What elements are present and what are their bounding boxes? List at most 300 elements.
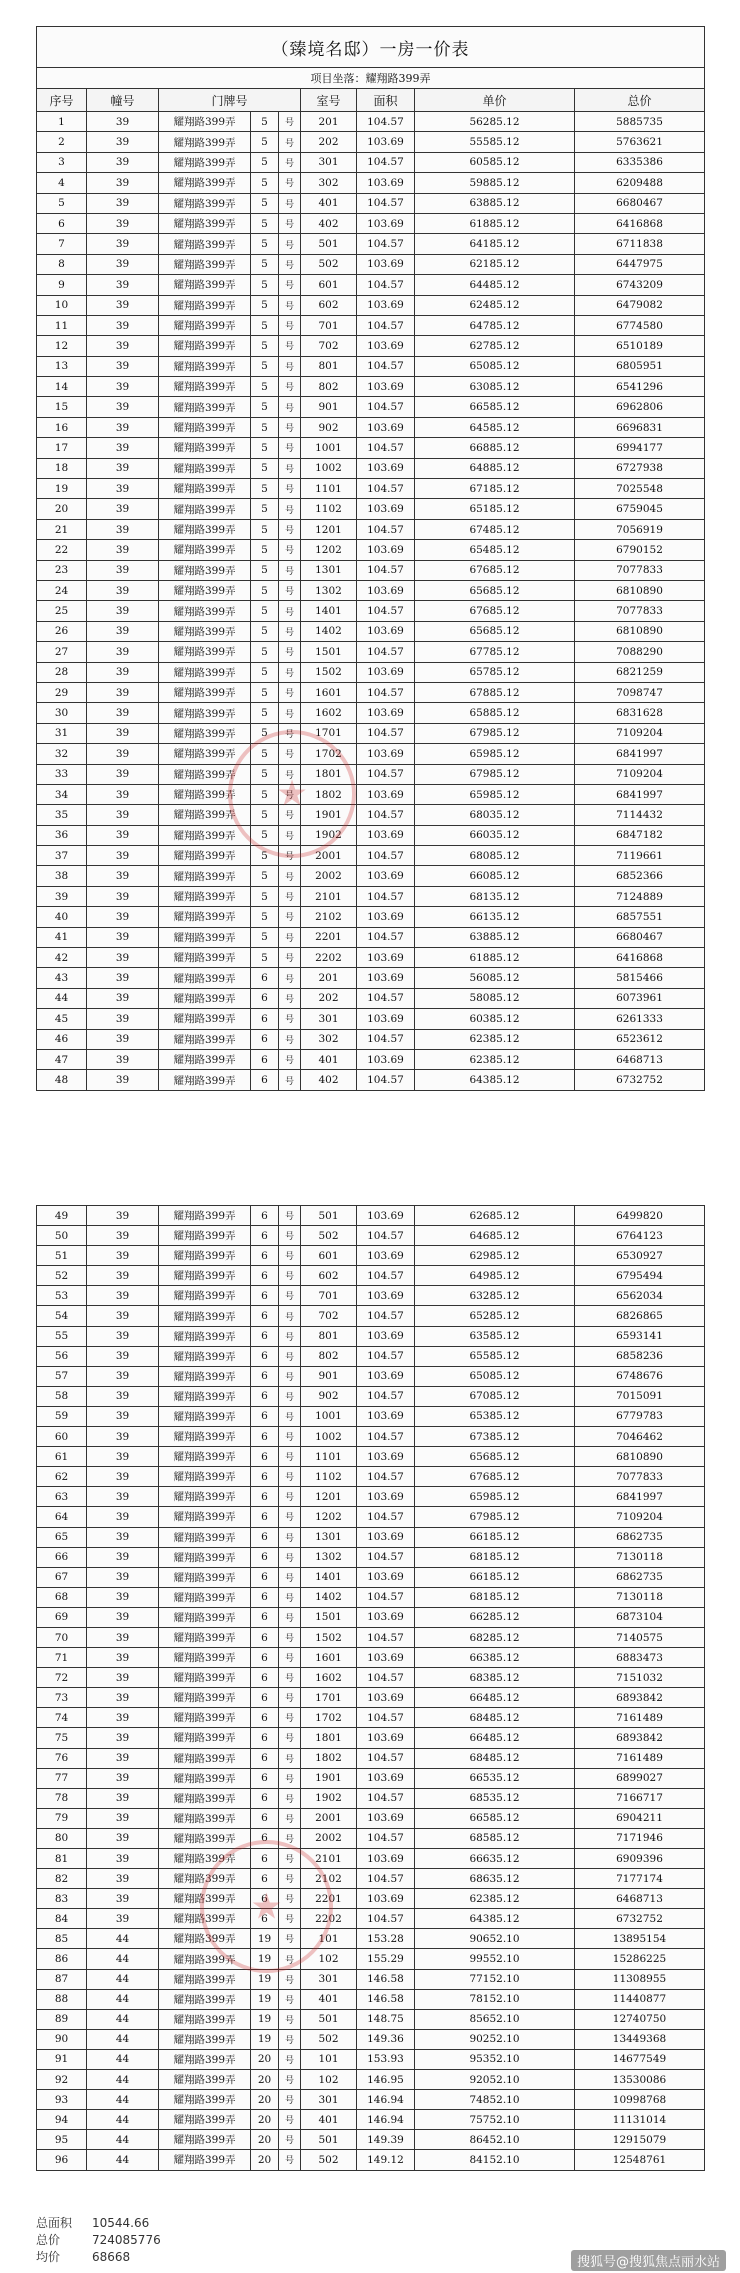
cell-area: 104.57 [357,1869,415,1889]
cell-room: 802 [301,1346,357,1366]
cell-total-price: 6795494 [575,1266,705,1286]
cell-total-price: 7130118 [575,1547,705,1567]
cell-room: 902 [301,1386,357,1406]
cell-unit-price: 62185.12 [415,254,575,274]
table-row [37,866,705,886]
cell-area: 103.69 [357,1648,415,1668]
cell-unit-price: 66185.12 [415,1567,575,1587]
price-table-top [36,26,705,1091]
table-row [37,479,705,499]
cell-room: 1501 [301,642,357,662]
table-row [37,1728,705,1748]
cell-unit-price: 67085.12 [415,1386,575,1406]
cell-road: 耀翔路399弄 [159,2070,251,2090]
price-table-page-1 [36,26,704,1091]
cell-building: 39 [87,621,159,641]
cell-unit-price: 65685.12 [415,580,575,600]
table-row [37,703,705,723]
cell-hao: 号 [279,1788,301,1808]
cell-hao: 号 [279,1487,301,1507]
cell-door-number: 20 [251,2150,279,2170]
cell-unit-price: 65985.12 [415,1487,575,1507]
cell-total-price: 12915079 [575,2130,705,2150]
cell-total-price: 6209488 [575,173,705,193]
cell-door-number: 5 [251,193,279,213]
cell-hao: 号 [279,784,301,804]
location-label: 项目坐落： [310,72,366,85]
cell-building: 39 [87,1346,159,1366]
cell-hao: 号 [279,540,301,560]
cell-door-number: 6 [251,1708,279,1728]
cell-total-price: 6261333 [575,1009,705,1029]
table-row [37,2009,705,2029]
cell-room: 401 [301,1989,357,2009]
cell-door-number: 6 [251,1226,279,1246]
table-row [37,1869,705,1889]
cell-building: 39 [87,275,159,295]
cell-building: 39 [87,356,159,376]
cell-door-number: 5 [251,173,279,193]
col-header-seq: 序号 [37,89,87,112]
cell-unit-price: 61885.12 [415,213,575,233]
cell-area: 104.57 [357,1909,415,1929]
cell-unit-price: 66135.12 [415,907,575,927]
cell-building: 39 [87,1206,159,1226]
table-row [37,1708,705,1728]
cell-door-number: 6 [251,1009,279,1029]
cell-seq: 25 [37,601,87,621]
cell-seq: 88 [37,1989,87,2009]
col-header-area: 面积 [357,89,415,112]
cell-room: 1002 [301,1427,357,1447]
cell-building: 39 [87,968,159,988]
cell-road: 耀翔路399弄 [159,1547,251,1567]
cell-area: 103.69 [357,784,415,804]
cell-door-number: 5 [251,479,279,499]
table-row [37,1306,705,1326]
cell-hao: 号 [279,703,301,723]
cell-area: 103.69 [357,866,415,886]
cell-hao: 号 [279,1206,301,1226]
cell-building: 39 [87,213,159,233]
summary-value: 10544.66 [92,2216,150,2230]
cell-hao: 号 [279,173,301,193]
cell-road: 耀翔路399弄 [159,540,251,560]
cell-total-price: 7140575 [575,1627,705,1647]
cell-building: 39 [87,764,159,784]
cell-seq: 92 [37,2070,87,2090]
cell-road: 耀翔路399弄 [159,2049,251,2069]
cell-unit-price: 95352.10 [415,2049,575,2069]
cell-area: 104.57 [357,764,415,784]
cell-unit-price: 65385.12 [415,1406,575,1426]
cell-area: 149.12 [357,2150,415,2170]
cell-unit-price: 85652.10 [415,2009,575,2029]
cell-unit-price: 65985.12 [415,744,575,764]
cell-total-price: 13530086 [575,2070,705,2090]
cell-total-price: 6499820 [575,1206,705,1226]
summary-value: 724085776 [92,2233,161,2247]
cell-total-price: 7161489 [575,1748,705,1768]
cell-area: 104.57 [357,479,415,499]
cell-door-number: 5 [251,744,279,764]
cell-total-price: 6748676 [575,1366,705,1386]
cell-unit-price: 66185.12 [415,1527,575,1547]
cell-area: 104.57 [357,601,415,621]
cell-unit-price: 66085.12 [415,866,575,886]
table-row [37,1070,705,1090]
cell-room: 901 [301,397,357,417]
cell-road: 耀翔路399弄 [159,886,251,906]
source-watermark: 搜狐号@搜狐焦点丽水站 [571,2250,726,2271]
cell-hao: 号 [279,621,301,641]
cell-unit-price: 67785.12 [415,642,575,662]
cell-seq: 21 [37,519,87,539]
cell-road: 耀翔路399弄 [159,1286,251,1306]
table-row [37,805,705,825]
cell-hao: 号 [279,1427,301,1447]
cell-road: 耀翔路399弄 [159,132,251,152]
cell-door-number: 5 [251,784,279,804]
cell-room: 702 [301,336,357,356]
cell-building: 39 [87,866,159,886]
cell-unit-price: 68135.12 [415,886,575,906]
cell-total-price: 7130118 [575,1587,705,1607]
cell-total-price: 6893842 [575,1728,705,1748]
cell-total-price: 6858236 [575,1346,705,1366]
cell-seq: 8 [37,254,87,274]
cell-seq: 2 [37,132,87,152]
cell-seq: 39 [37,886,87,906]
cell-total-price: 5885735 [575,112,705,132]
cell-total-price: 6810890 [575,1447,705,1467]
cell-total-price: 6680467 [575,193,705,213]
table-row [37,1828,705,1848]
table-row [37,275,705,295]
cell-seq: 91 [37,2049,87,2069]
cell-hao: 号 [279,1447,301,1467]
cell-building: 39 [87,499,159,519]
cell-room: 2201 [301,927,357,947]
cell-unit-price: 63085.12 [415,377,575,397]
cell-building: 44 [87,1929,159,1949]
cell-seq: 63 [37,1487,87,1507]
cell-total-price: 6562034 [575,1286,705,1306]
cell-building: 39 [87,1406,159,1426]
cell-hao: 号 [279,2110,301,2130]
cell-total-price: 6862735 [575,1567,705,1587]
cell-total-price: 6732752 [575,1909,705,1929]
cell-hao: 号 [279,1567,301,1587]
cell-area: 104.57 [357,275,415,295]
cell-seq: 74 [37,1708,87,1728]
cell-unit-price: 60585.12 [415,152,575,172]
cell-hao: 号 [279,723,301,743]
cell-unit-price: 62685.12 [415,1206,575,1226]
cell-road: 耀翔路399弄 [159,1226,251,1246]
cell-building: 39 [87,1306,159,1326]
cell-seq: 64 [37,1507,87,1527]
cell-unit-price: 65485.12 [415,540,575,560]
cell-room: 2202 [301,1909,357,1929]
cell-door-number: 5 [251,948,279,968]
cell-building: 44 [87,2150,159,2170]
cell-unit-price: 66585.12 [415,1808,575,1828]
table-row [37,927,705,947]
table-row [37,2150,705,2170]
cell-road: 耀翔路399弄 [159,784,251,804]
table-row [37,1029,705,1049]
table-row [37,907,705,927]
cell-door-number: 20 [251,2070,279,2090]
cell-hao: 号 [279,1527,301,1547]
cell-seq: 40 [37,907,87,927]
cell-door-number: 5 [251,825,279,845]
cell-road: 耀翔路399弄 [159,213,251,233]
cell-area: 104.57 [357,1828,415,1848]
cell-door-number: 6 [251,1029,279,1049]
table-row [37,1929,705,1949]
table-row [37,438,705,458]
cell-unit-price: 68085.12 [415,846,575,866]
cell-building: 39 [87,1728,159,1748]
table-row [37,356,705,376]
cell-road: 耀翔路399弄 [159,1648,251,1668]
cell-area: 104.57 [357,1467,415,1487]
cell-seq: 29 [37,682,87,702]
cell-total-price: 13895154 [575,1929,705,1949]
cell-area: 104.57 [357,152,415,172]
cell-hao: 号 [279,968,301,988]
table-row [37,2049,705,2069]
cell-building: 39 [87,152,159,172]
cell-road: 耀翔路399弄 [159,1929,251,1949]
cell-door-number: 6 [251,1567,279,1587]
cell-seq: 70 [37,1627,87,1647]
cell-building: 39 [87,825,159,845]
cell-seq: 1 [37,112,87,132]
cell-hao: 号 [279,1627,301,1647]
cell-area: 148.75 [357,2009,415,2029]
cell-room: 2202 [301,948,357,968]
cell-road: 耀翔路399弄 [159,1889,251,1909]
cell-door-number: 6 [251,1748,279,1768]
cell-room: 2102 [301,1869,357,1889]
cell-building: 39 [87,112,159,132]
cell-total-price: 5763621 [575,132,705,152]
cell-room: 1601 [301,1648,357,1668]
cell-unit-price: 64985.12 [415,1266,575,1286]
cell-unit-price: 60385.12 [415,1009,575,1029]
cell-area: 104.57 [357,846,415,866]
cell-building: 39 [87,805,159,825]
cell-road: 耀翔路399弄 [159,1029,251,1049]
cell-room: 1701 [301,1688,357,1708]
cell-room: 301 [301,1969,357,1989]
cell-door-number: 6 [251,1648,279,1668]
cell-room: 2002 [301,1828,357,1848]
cell-unit-price: 66635.12 [415,1849,575,1869]
cell-hao: 号 [279,1668,301,1688]
cell-room: 2102 [301,907,357,927]
table-row [37,1949,705,1969]
cell-door-number: 6 [251,1467,279,1487]
cell-hao: 号 [279,805,301,825]
table-row [37,1266,705,1286]
cell-unit-price: 67985.12 [415,1507,575,1527]
cell-hao: 号 [279,356,301,376]
cell-area: 104.57 [357,1788,415,1808]
cell-area: 104.57 [357,560,415,580]
cell-total-price: 6593141 [575,1326,705,1346]
cell-seq: 95 [37,2130,87,2150]
cell-unit-price: 77152.10 [415,1969,575,1989]
cell-area: 104.57 [357,1547,415,1567]
cell-building: 39 [87,1668,159,1688]
cell-building: 39 [87,1909,159,1929]
cell-road: 耀翔路399弄 [159,1849,251,1869]
summary-block [36,2215,161,2266]
cell-door-number: 5 [251,601,279,621]
cell-road: 耀翔路399弄 [159,1788,251,1808]
cell-building: 39 [87,540,159,560]
cell-seq: 16 [37,417,87,437]
cell-road: 耀翔路399弄 [159,1326,251,1346]
cell-building: 39 [87,417,159,437]
cell-room: 101 [301,2049,357,2069]
cell-door-number: 6 [251,1547,279,1567]
cell-unit-price: 64185.12 [415,234,575,254]
cell-total-price: 6530927 [575,1246,705,1266]
table-row [37,1507,705,1527]
cell-road: 耀翔路399弄 [159,1909,251,1929]
cell-hao: 号 [279,1607,301,1627]
cell-total-price: 11308955 [575,1969,705,1989]
table-row [37,295,705,315]
cell-road: 耀翔路399弄 [159,723,251,743]
cell-door-number: 20 [251,2049,279,2069]
cell-door-number: 6 [251,1049,279,1069]
cell-building: 39 [87,234,159,254]
cell-room: 501 [301,2130,357,2150]
cell-building: 44 [87,2049,159,2069]
cell-room: 902 [301,417,357,437]
cell-hao: 号 [279,682,301,702]
cell-total-price: 7109204 [575,723,705,743]
cell-total-price: 7171946 [575,1828,705,1848]
table-row [37,2090,705,2110]
cell-unit-price: 65085.12 [415,356,575,376]
cell-unit-price: 68185.12 [415,1587,575,1607]
cell-total-price: 6873104 [575,1607,705,1627]
cell-road: 耀翔路399弄 [159,703,251,723]
cell-unit-price: 67385.12 [415,1427,575,1447]
cell-hao: 号 [279,1366,301,1386]
table-title: （臻境名邸）一房一价表 [37,27,705,68]
table-row [37,948,705,968]
cell-hao: 号 [279,2049,301,2069]
cell-area: 104.57 [357,682,415,702]
cell-building: 39 [87,1507,159,1527]
table-row [37,1668,705,1688]
cell-total-price: 6696831 [575,417,705,437]
cell-area: 104.57 [357,356,415,376]
cell-unit-price: 65885.12 [415,703,575,723]
col-header-total-price: 总价 [575,89,705,112]
cell-room: 1202 [301,1507,357,1527]
cell-seq: 90 [37,2029,87,2049]
table-row [37,723,705,743]
cell-area: 103.69 [357,825,415,845]
cell-area: 104.57 [357,886,415,906]
cell-room: 602 [301,295,357,315]
cell-total-price: 6523612 [575,1029,705,1049]
table-row [37,580,705,600]
cell-road: 耀翔路399弄 [159,846,251,866]
cell-building: 44 [87,2029,159,2049]
cell-hao: 号 [279,1728,301,1748]
cell-total-price: 6805951 [575,356,705,376]
cell-door-number: 6 [251,1728,279,1748]
cell-total-price: 11131014 [575,2110,705,2130]
cell-road: 耀翔路399弄 [159,1768,251,1788]
cell-total-price: 6826865 [575,1306,705,1326]
cell-area: 103.69 [357,662,415,682]
cell-road: 耀翔路399弄 [159,2090,251,2110]
cell-door-number: 5 [251,336,279,356]
cell-area: 103.69 [357,621,415,641]
cell-total-price: 6862735 [575,1527,705,1547]
cell-room: 301 [301,1009,357,1029]
table-row [37,560,705,580]
cell-building: 39 [87,1009,159,1029]
cell-room: 1301 [301,1527,357,1547]
cell-room: 302 [301,1029,357,1049]
cell-room: 1902 [301,825,357,845]
cell-unit-price: 65685.12 [415,1447,575,1467]
cell-hao: 号 [279,601,301,621]
cell-unit-price: 67685.12 [415,601,575,621]
table-row [37,1009,705,1029]
cell-hao: 号 [279,2130,301,2150]
cell-door-number: 5 [251,540,279,560]
cell-total-price: 12740750 [575,2009,705,2029]
cell-room: 301 [301,2090,357,2110]
cell-road: 耀翔路399弄 [159,2009,251,2029]
table-row [37,1226,705,1246]
cell-hao: 号 [279,2029,301,2049]
cell-unit-price: 63885.12 [415,193,575,213]
cell-building: 39 [87,336,159,356]
cell-total-price: 13449368 [575,2029,705,2049]
cell-hao: 号 [279,479,301,499]
cell-area: 103.69 [357,1246,415,1266]
cell-area: 103.69 [357,1009,415,1029]
cell-total-price: 6994177 [575,438,705,458]
cell-road: 耀翔路399弄 [159,805,251,825]
cell-building: 44 [87,2110,159,2130]
cell-unit-price: 62485.12 [415,295,575,315]
cell-hao: 号 [279,927,301,947]
table-row [37,234,705,254]
cell-total-price: 6831628 [575,703,705,723]
cell-door-number: 5 [251,438,279,458]
cell-total-price: 7161489 [575,1708,705,1728]
cell-area: 103.69 [357,948,415,968]
cell-building: 39 [87,1266,159,1286]
cell-area: 103.69 [357,336,415,356]
cell-hao: 号 [279,1969,301,1989]
